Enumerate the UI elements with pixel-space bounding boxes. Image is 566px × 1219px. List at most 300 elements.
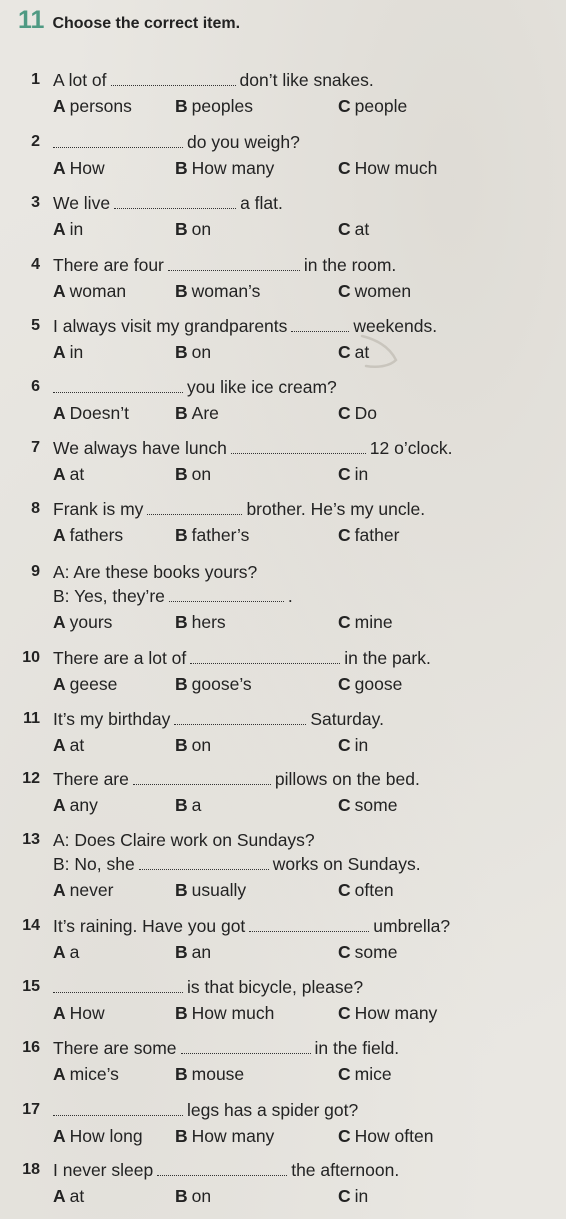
question-item xyxy=(0,560,566,634)
question-text-before: I always visit my grandparents xyxy=(53,316,288,336)
question-text-before: We always have lunch xyxy=(53,438,227,458)
option-text: on xyxy=(191,342,212,362)
option-text: Do xyxy=(354,403,378,423)
option-text: a xyxy=(69,942,80,962)
answer-blank[interactable] xyxy=(168,256,300,271)
option-letter: B xyxy=(175,96,188,116)
answer-blank[interactable] xyxy=(53,978,183,993)
option-letter: C xyxy=(338,880,351,900)
option-text: a xyxy=(191,795,202,815)
answer-option[interactable] xyxy=(53,610,112,634)
answer-options xyxy=(0,608,566,634)
option-letter: B xyxy=(175,612,188,632)
option-text: How many xyxy=(191,158,275,178)
option-text: at xyxy=(69,1186,85,1206)
question-number: 14 xyxy=(22,917,40,934)
question-text-after: brother. He’s my uncle. xyxy=(246,499,426,519)
question-text-before: A: Are these books yours? xyxy=(53,562,258,582)
answer-option[interactable] xyxy=(175,462,211,486)
question-number: 11 xyxy=(23,710,40,727)
answer-option[interactable] xyxy=(53,1062,119,1086)
option-text: in xyxy=(354,1186,369,1206)
option-text: mouse xyxy=(191,1064,245,1084)
answer-option[interactable] xyxy=(53,279,126,303)
question-line xyxy=(0,497,566,521)
option-letter: A xyxy=(53,464,66,484)
answer-option[interactable] xyxy=(175,279,260,303)
question-text-after: Saturday. xyxy=(310,709,384,729)
answer-blank[interactable] xyxy=(53,378,183,393)
option-text: any xyxy=(69,795,98,815)
answer-blank[interactable] xyxy=(53,133,183,148)
question-number: 15 xyxy=(22,978,40,995)
option-letter: C xyxy=(338,1126,351,1146)
question-text xyxy=(53,497,425,521)
answer-option[interactable] xyxy=(53,672,117,696)
option-text: persons xyxy=(69,96,132,116)
answer-option[interactable] xyxy=(53,217,83,241)
option-text: woman’s xyxy=(191,281,261,301)
answer-blank[interactable] xyxy=(249,917,369,932)
option-text: goose xyxy=(354,674,403,694)
answer-options xyxy=(0,399,566,425)
answer-blank[interactable] xyxy=(157,1161,287,1176)
answer-blank[interactable] xyxy=(169,587,284,602)
option-text: fathers xyxy=(69,525,124,545)
question-item xyxy=(0,646,566,696)
option-letter: B xyxy=(175,942,188,962)
option-letter: C xyxy=(338,1064,351,1084)
answer-option[interactable] xyxy=(175,340,211,364)
answer-option[interactable] xyxy=(338,1062,392,1086)
option-text: How much xyxy=(191,1003,275,1023)
option-text: some xyxy=(354,795,398,815)
question-text-before: We live xyxy=(53,193,111,213)
answer-option[interactable] xyxy=(53,1124,143,1148)
option-letter: A xyxy=(53,674,66,694)
option-text: peoples xyxy=(191,96,253,116)
question-number: 12 xyxy=(22,770,40,787)
answer-option[interactable] xyxy=(338,610,393,634)
option-letter: A xyxy=(53,1186,66,1206)
question-line xyxy=(0,852,566,876)
option-letter: A xyxy=(53,795,66,815)
question-number: 8 xyxy=(31,500,40,517)
option-letter: C xyxy=(338,674,351,694)
question-number: 16 xyxy=(22,1039,40,1056)
answer-blank[interactable] xyxy=(147,500,242,515)
question-number: 10 xyxy=(22,649,40,666)
option-text: How long xyxy=(69,1126,143,1146)
answer-option[interactable] xyxy=(175,401,219,425)
option-text: usually xyxy=(191,880,247,900)
question-number: 13 xyxy=(22,831,40,848)
option-letter: A xyxy=(53,735,66,755)
option-text: never xyxy=(69,880,114,900)
answer-option[interactable] xyxy=(175,1184,211,1208)
question-line xyxy=(0,436,566,460)
question-line xyxy=(0,375,566,399)
option-letter: B xyxy=(175,795,188,815)
answer-option[interactable] xyxy=(338,401,377,425)
question-text-after: do you weigh? xyxy=(187,132,300,152)
option-letter: B xyxy=(175,158,188,178)
option-text: mine xyxy=(354,612,393,632)
question-text xyxy=(53,1036,399,1060)
answer-option[interactable] xyxy=(53,1001,105,1025)
option-text: often xyxy=(354,880,394,900)
answer-option[interactable] xyxy=(175,733,211,757)
answer-options xyxy=(0,731,566,757)
question-number: 18 xyxy=(22,1161,40,1178)
question-item xyxy=(0,68,566,118)
option-letter: A xyxy=(53,1064,66,1084)
question-text xyxy=(53,914,450,938)
option-letter: C xyxy=(338,281,351,301)
answer-option[interactable] xyxy=(53,462,84,486)
question-item xyxy=(0,1036,566,1086)
answer-option[interactable] xyxy=(175,156,274,180)
question-item xyxy=(0,1158,566,1208)
answer-option[interactable] xyxy=(53,1184,84,1208)
answer-option[interactable] xyxy=(338,340,369,364)
option-letter: B xyxy=(175,674,188,694)
answer-options xyxy=(0,1122,566,1148)
option-letter: B xyxy=(175,403,188,423)
option-letter: A xyxy=(53,96,66,116)
option-text: at xyxy=(69,735,85,755)
option-text: How many xyxy=(191,1126,275,1146)
answer-blank[interactable] xyxy=(114,194,236,209)
question-text-after: in the park. xyxy=(344,648,431,668)
answer-option[interactable] xyxy=(175,94,253,118)
option-letter: B xyxy=(175,219,188,239)
question-line xyxy=(0,975,566,999)
answer-option[interactable] xyxy=(338,279,411,303)
option-letter: C xyxy=(338,735,351,755)
option-letter: B xyxy=(175,1126,188,1146)
option-letter: A xyxy=(53,403,66,423)
question-text-before: A: Does Claire work on Sundays? xyxy=(53,830,315,850)
question-line xyxy=(0,914,566,938)
answer-options xyxy=(0,277,566,303)
answer-option[interactable] xyxy=(175,940,211,964)
answer-option[interactable] xyxy=(175,672,252,696)
option-letter: B xyxy=(175,1064,188,1084)
option-text: at xyxy=(354,342,370,362)
option-letter: A xyxy=(53,158,66,178)
option-text: woman xyxy=(69,281,127,301)
option-letter: A xyxy=(53,1126,66,1146)
answer-option[interactable] xyxy=(53,94,132,118)
option-letter: B xyxy=(175,880,188,900)
answer-options xyxy=(0,670,566,696)
option-text: in xyxy=(69,219,84,239)
question-item xyxy=(0,253,566,303)
question-line xyxy=(0,314,566,338)
question-text-after: a flat. xyxy=(240,193,283,213)
question-text-before: There are a lot of xyxy=(53,648,187,668)
question-text-after: 12 o’clock. xyxy=(369,438,453,458)
answer-option[interactable] xyxy=(175,610,226,634)
question-text-after: is that bicycle, please? xyxy=(187,977,364,997)
question-text-after: the afternoon. xyxy=(291,1160,400,1180)
option-text: How xyxy=(69,158,105,178)
option-text: at xyxy=(69,464,85,484)
answer-option[interactable] xyxy=(338,940,397,964)
option-letter: A xyxy=(53,281,66,301)
option-letter: C xyxy=(338,342,351,362)
question-text xyxy=(53,1098,358,1122)
question-number: 5 xyxy=(31,317,40,334)
answer-options xyxy=(0,1060,566,1086)
question-item xyxy=(0,707,566,757)
question-text-after: in the room. xyxy=(303,255,397,275)
option-letter: C xyxy=(338,219,351,239)
question-text-before: B: Yes, they’re xyxy=(53,586,165,606)
question-text xyxy=(53,68,374,92)
answer-option[interactable] xyxy=(53,523,123,547)
question-number: 1 xyxy=(31,71,40,88)
answer-blank[interactable] xyxy=(291,317,349,332)
option-text: How many xyxy=(354,1003,438,1023)
answer-option[interactable] xyxy=(175,793,201,817)
question-text-before: There are four xyxy=(53,255,164,275)
option-text: goose’s xyxy=(191,674,252,694)
option-letter: B xyxy=(175,735,188,755)
question-text xyxy=(53,1158,399,1182)
question-text xyxy=(53,375,337,399)
option-letter: B xyxy=(175,342,188,362)
answer-option[interactable] xyxy=(338,1184,368,1208)
answer-blank[interactable] xyxy=(139,855,269,870)
option-letter: C xyxy=(338,464,351,484)
answer-option[interactable] xyxy=(338,217,369,241)
answer-option[interactable] xyxy=(53,793,98,817)
question-text-after: . xyxy=(287,586,293,606)
answer-option[interactable] xyxy=(338,1001,437,1025)
question-text xyxy=(53,584,293,608)
answer-option[interactable] xyxy=(338,462,368,486)
question-text-before: Frank is my xyxy=(53,499,144,519)
question-text xyxy=(53,828,315,852)
question-text-before: It’s my birthday xyxy=(53,709,171,729)
option-text: mice xyxy=(354,1064,392,1084)
option-letter: C xyxy=(338,96,351,116)
question-text xyxy=(53,646,431,670)
question-number: 3 xyxy=(31,194,40,211)
option-letter: B xyxy=(175,525,188,545)
answer-option[interactable] xyxy=(175,217,211,241)
answer-option[interactable] xyxy=(175,1124,274,1148)
option-letter: B xyxy=(175,281,188,301)
question-text-after: you like ice cream? xyxy=(187,377,337,397)
question-line xyxy=(0,130,566,154)
option-text: mice’s xyxy=(69,1064,119,1084)
option-letter: C xyxy=(338,403,351,423)
answer-options xyxy=(0,215,566,241)
option-letter: B xyxy=(175,464,188,484)
question-line xyxy=(0,253,566,277)
answer-blank[interactable] xyxy=(53,1101,183,1116)
answer-options xyxy=(0,791,566,817)
question-item xyxy=(0,130,566,180)
question-item xyxy=(0,1098,566,1148)
answer-option[interactable] xyxy=(338,733,368,757)
answer-option[interactable] xyxy=(338,793,397,817)
question-number: 6 xyxy=(31,378,40,395)
answer-options xyxy=(0,338,566,364)
question-number: 2 xyxy=(31,133,40,150)
option-text: How often xyxy=(354,1126,434,1146)
option-text: in xyxy=(354,735,369,755)
answer-options xyxy=(0,460,566,486)
option-letter: C xyxy=(338,612,351,632)
question-text xyxy=(53,436,452,460)
question-text xyxy=(53,314,437,338)
option-letter: C xyxy=(338,942,351,962)
answer-options xyxy=(0,999,566,1025)
option-letter: C xyxy=(338,525,351,545)
answer-options xyxy=(0,521,566,547)
answer-option[interactable] xyxy=(175,878,246,902)
answer-option[interactable] xyxy=(338,94,407,118)
question-line xyxy=(0,646,566,670)
answer-option[interactable] xyxy=(175,1062,244,1086)
option-text: women xyxy=(354,281,412,301)
answer-blank[interactable] xyxy=(133,770,271,785)
question-text-after: umbrella? xyxy=(373,916,451,936)
option-text: geese xyxy=(69,674,118,694)
option-letter: A xyxy=(53,219,66,239)
exercise-instruction: Choose the correct item. xyxy=(52,15,241,32)
question-line xyxy=(0,584,566,608)
exercise-header xyxy=(18,6,240,32)
question-line xyxy=(0,1158,566,1182)
question-text xyxy=(53,852,421,876)
answer-blank[interactable] xyxy=(190,649,340,664)
option-text: at xyxy=(354,219,370,239)
option-text: on xyxy=(191,464,212,484)
question-text-after: legs has a spider got? xyxy=(187,1100,359,1120)
question-line xyxy=(0,767,566,791)
answer-options xyxy=(0,1182,566,1208)
option-letter: A xyxy=(53,612,66,632)
option-text: on xyxy=(191,1186,212,1206)
answer-option[interactable] xyxy=(53,878,113,902)
question-item xyxy=(0,314,566,364)
question-line xyxy=(0,560,566,584)
question-text-after: works on Sundays. xyxy=(272,854,421,874)
question-line xyxy=(0,68,566,92)
question-item xyxy=(0,375,566,425)
question-line xyxy=(0,191,566,215)
question-item xyxy=(0,914,566,964)
answer-option[interactable] xyxy=(338,1124,433,1148)
option-text: on xyxy=(191,735,212,755)
option-text: How much xyxy=(354,158,438,178)
option-text: on xyxy=(191,219,212,239)
option-letter: A xyxy=(53,1003,66,1023)
answer-blank[interactable] xyxy=(111,71,236,86)
answer-options xyxy=(0,92,566,118)
answer-blank[interactable] xyxy=(181,1039,311,1054)
question-line xyxy=(0,828,566,852)
option-letter: C xyxy=(338,158,351,178)
answer-option[interactable] xyxy=(53,340,83,364)
answer-option[interactable] xyxy=(338,156,437,180)
question-text-after: in the field. xyxy=(314,1038,400,1058)
question-item xyxy=(0,975,566,1025)
option-text: Are xyxy=(191,403,219,423)
answer-option[interactable] xyxy=(338,672,402,696)
answer-option[interactable] xyxy=(53,733,84,757)
question-number: 17 xyxy=(22,1101,40,1118)
question-line xyxy=(0,1098,566,1122)
question-text xyxy=(53,253,396,277)
answer-options xyxy=(0,938,566,964)
option-text: some xyxy=(354,942,398,962)
answer-option[interactable] xyxy=(53,401,129,425)
question-number: 7 xyxy=(31,439,40,456)
option-letter: C xyxy=(338,1003,351,1023)
answer-option[interactable] xyxy=(175,523,249,547)
question-line xyxy=(0,707,566,731)
question-text-before: A lot of xyxy=(53,70,107,90)
question-item xyxy=(0,497,566,547)
question-text-after: don’t like snakes. xyxy=(239,70,374,90)
question-item xyxy=(0,767,566,817)
option-text: in xyxy=(354,464,369,484)
question-text xyxy=(53,707,384,731)
option-letter: A xyxy=(53,942,66,962)
question-text xyxy=(53,560,257,584)
option-letter: A xyxy=(53,525,66,545)
question-text xyxy=(53,767,420,791)
answer-options xyxy=(0,876,566,902)
question-number: 4 xyxy=(31,256,40,273)
exercise-number: 11 xyxy=(18,6,45,34)
option-letter: B xyxy=(175,1186,188,1206)
answer-option[interactable] xyxy=(338,878,394,902)
option-text: yours xyxy=(69,612,113,632)
option-letter: C xyxy=(338,1186,351,1206)
option-text: father xyxy=(354,525,400,545)
answer-option[interactable] xyxy=(53,156,105,180)
question-text xyxy=(53,130,300,154)
answer-option[interactable] xyxy=(175,1001,274,1025)
answer-blank[interactable] xyxy=(231,439,366,454)
question-text-before: B: No, she xyxy=(53,854,135,874)
answer-option[interactable] xyxy=(53,940,79,964)
question-item xyxy=(0,191,566,241)
option-text: Doesn’t xyxy=(69,403,129,423)
question-text xyxy=(53,191,283,215)
option-letter: C xyxy=(338,795,351,815)
answer-blank[interactable] xyxy=(174,710,306,725)
option-text: father’s xyxy=(191,525,250,545)
option-letter: A xyxy=(53,342,66,362)
question-item xyxy=(0,828,566,902)
option-text: people xyxy=(354,96,408,116)
question-text-before: It’s raining. Have you got xyxy=(53,916,246,936)
question-number: 9 xyxy=(31,563,40,580)
answer-option[interactable] xyxy=(338,523,399,547)
question-text-after: pillows on the bed. xyxy=(274,769,420,789)
option-text: How xyxy=(69,1003,105,1023)
question-line xyxy=(0,1036,566,1060)
option-text: in xyxy=(69,342,84,362)
